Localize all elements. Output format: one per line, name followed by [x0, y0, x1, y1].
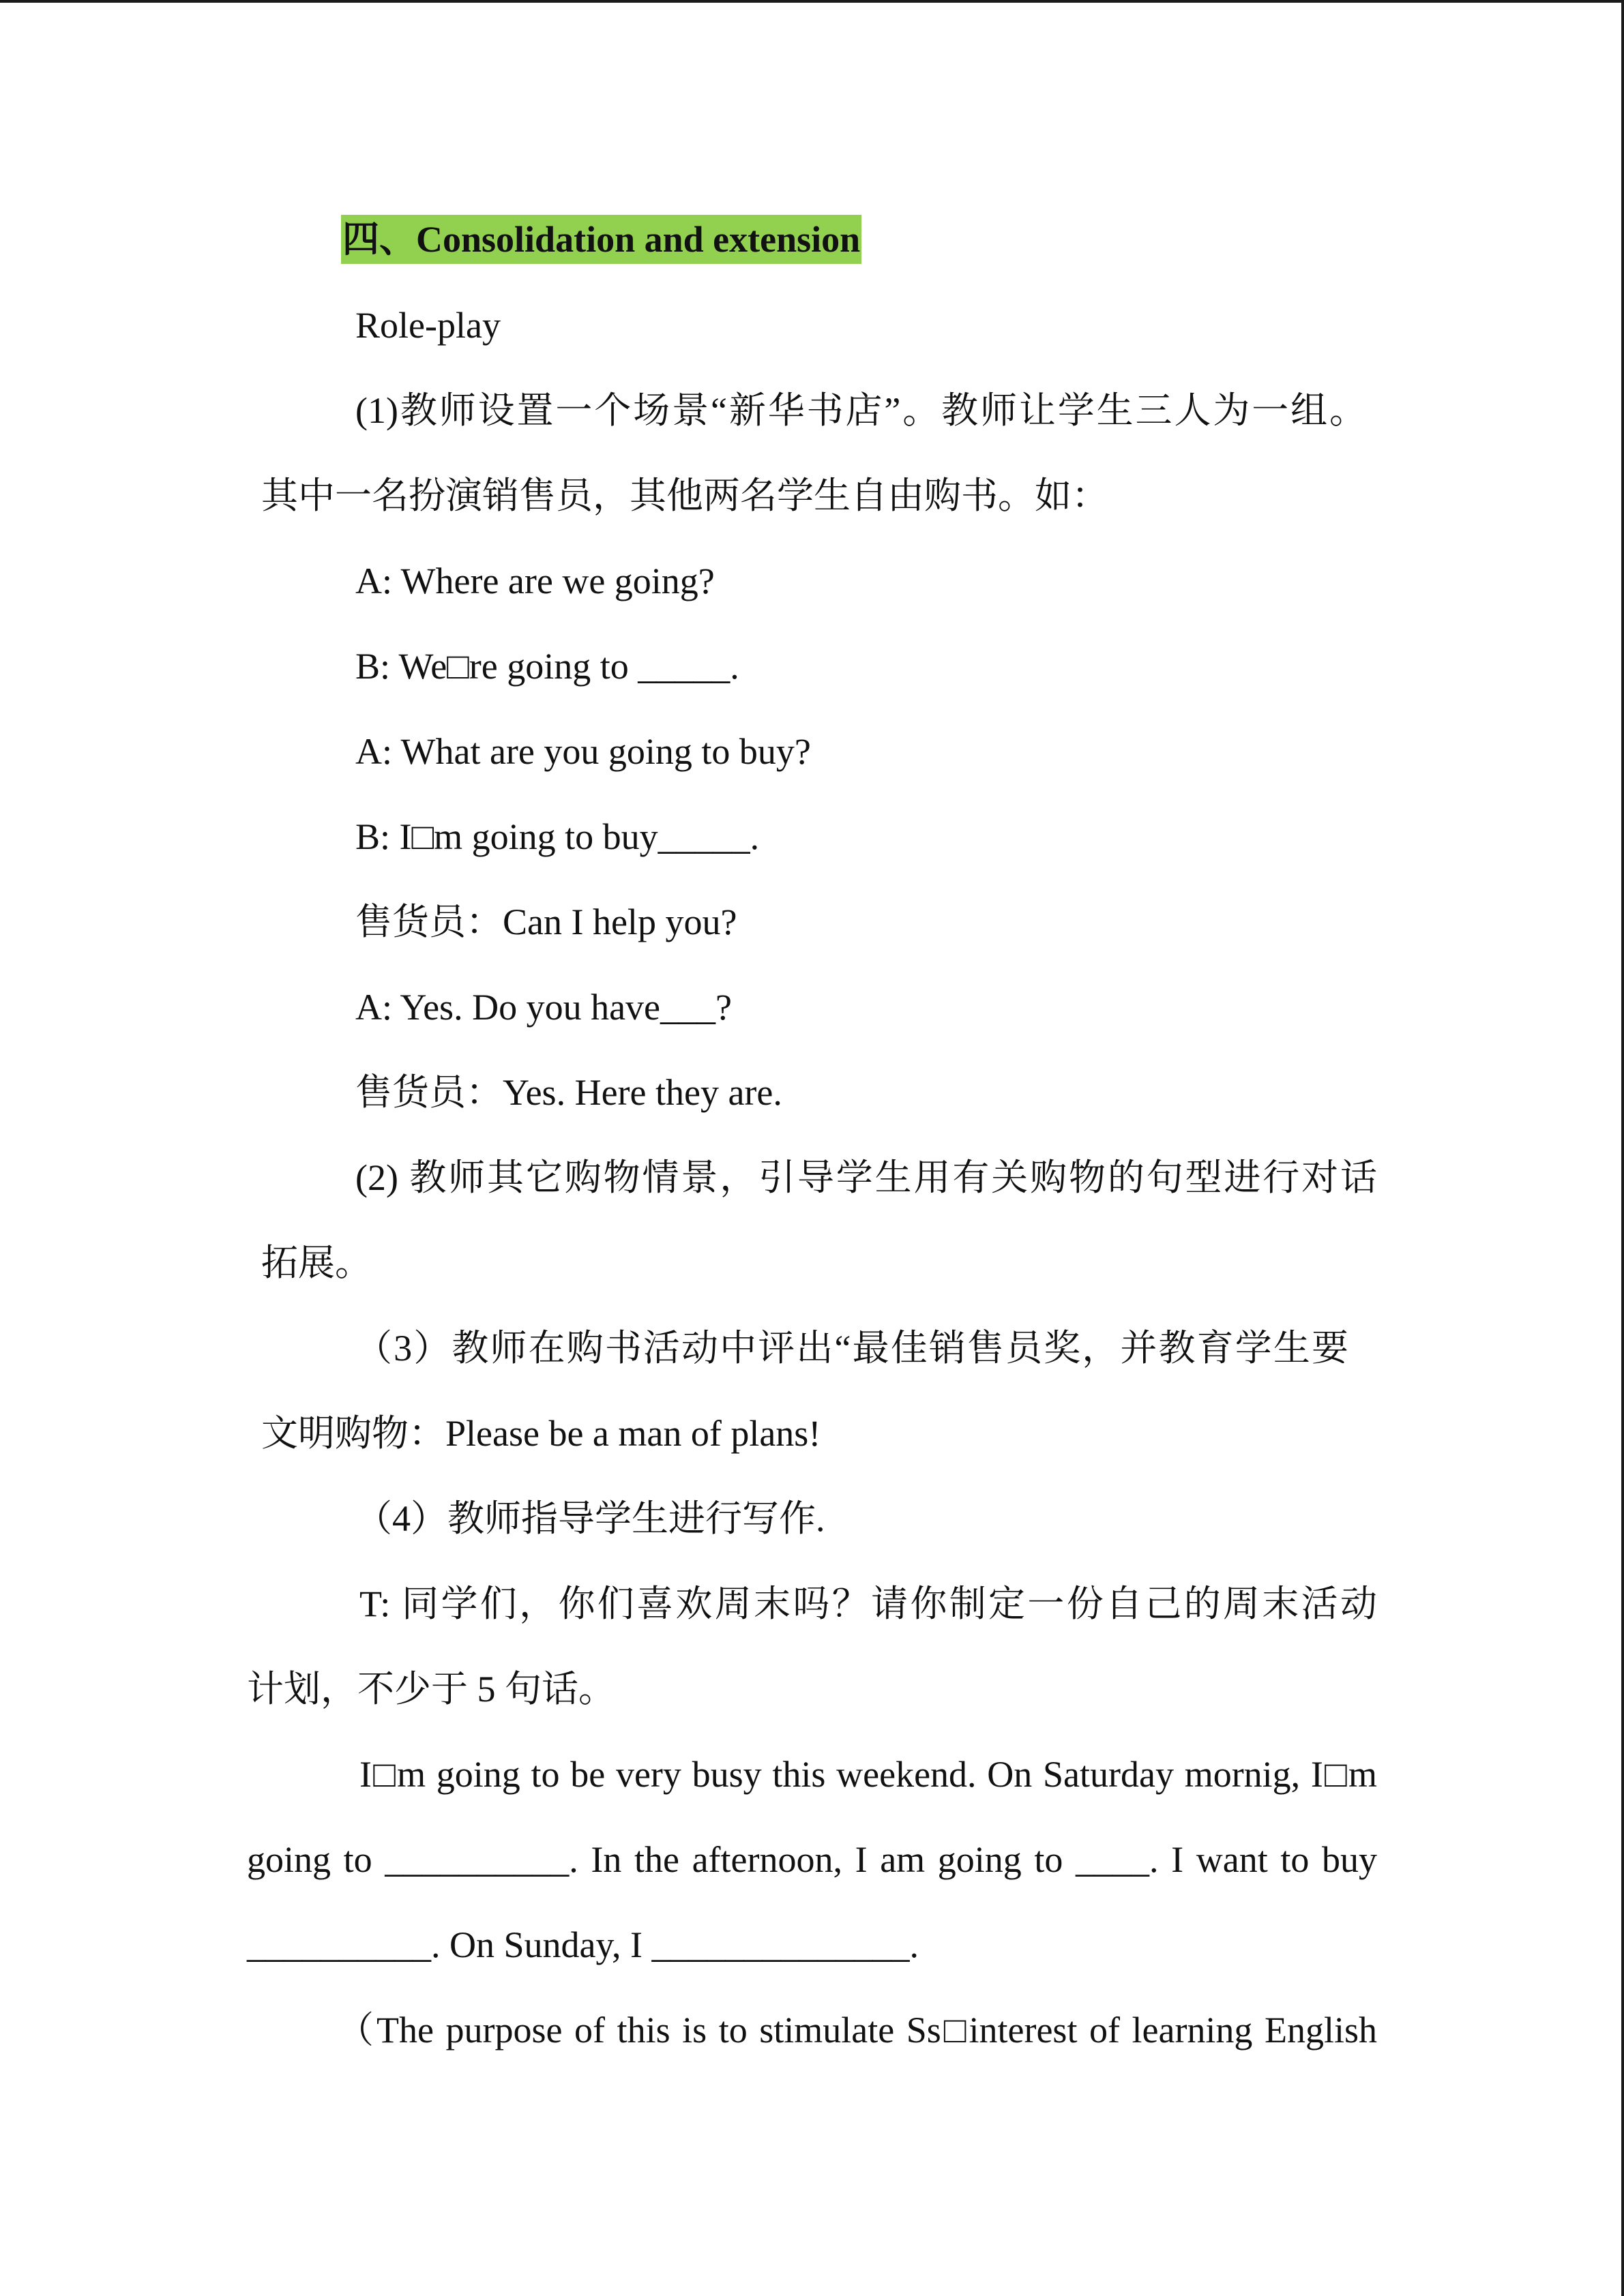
dialogue-line: 售货员：Yes. Here they are. — [355, 1072, 782, 1113]
paragraph-3-line-1: （3）教师在购书活动中评出“最佳销售员奖，并教育学生要 — [355, 1328, 1348, 1369]
paragraph-3-line-2: 文明购物：Please be a man of plans! — [261, 1413, 821, 1454]
writing-line-1: I□m going to be very busy this weekend. On Saturday mornig, I□m — [359, 1754, 1377, 1795]
purpose-line: （The purpose of this is to stimulate Ss□interest of learning English — [337, 2010, 1377, 2051]
page-right-border — [1621, 0, 1624, 2296]
page-top-border — [0, 0, 1624, 3]
dialogue-line: A: Yes. Do you have___? — [355, 987, 732, 1028]
dialogue-line: B: I□m going to buy_____. — [355, 816, 760, 857]
paragraph-1-line-2: 其中一名扮演销售员，其他两名学生自由购书。如： — [261, 475, 1108, 516]
paragraph-4: （4）教师指导学生进行写作. — [355, 1498, 825, 1539]
writing-line-3: __________. On Sunday, I ______________. — [247, 1924, 919, 1965]
paragraph-2-line-2: 拓展。 — [261, 1242, 372, 1283]
paragraph-5-line-1: T: 同学们，你们喜欢周末吗？请你制定一份自己的周末活动 — [359, 1583, 1377, 1624]
dialogue-line: A: Where are we going? — [355, 561, 715, 601]
paragraph-5-line-2: 计划，不少于 5 句话。 — [247, 1669, 615, 1710]
role-play-title: Role-play — [355, 305, 501, 346]
paragraph-1-line-1: (1)教师设置一个场景“新华书店”。教师让学生三人为一组。 — [355, 390, 1366, 431]
dialogue-line: A: What are you going to buy? — [355, 731, 811, 772]
paragraph-2-line-1: (2) 教师其它购物情景，引导学生用有关购物的句型进行对话 — [355, 1157, 1377, 1198]
section-heading: 四、Consolidation and extension — [341, 215, 861, 264]
dialogue-line: B: We□re going to _____. — [355, 646, 739, 687]
writing-line-2: going to __________. In the afternoon, I am going to ____. I want to buy — [247, 1839, 1377, 1880]
dialogue-line: 售货员：Can I help you? — [355, 901, 737, 942]
